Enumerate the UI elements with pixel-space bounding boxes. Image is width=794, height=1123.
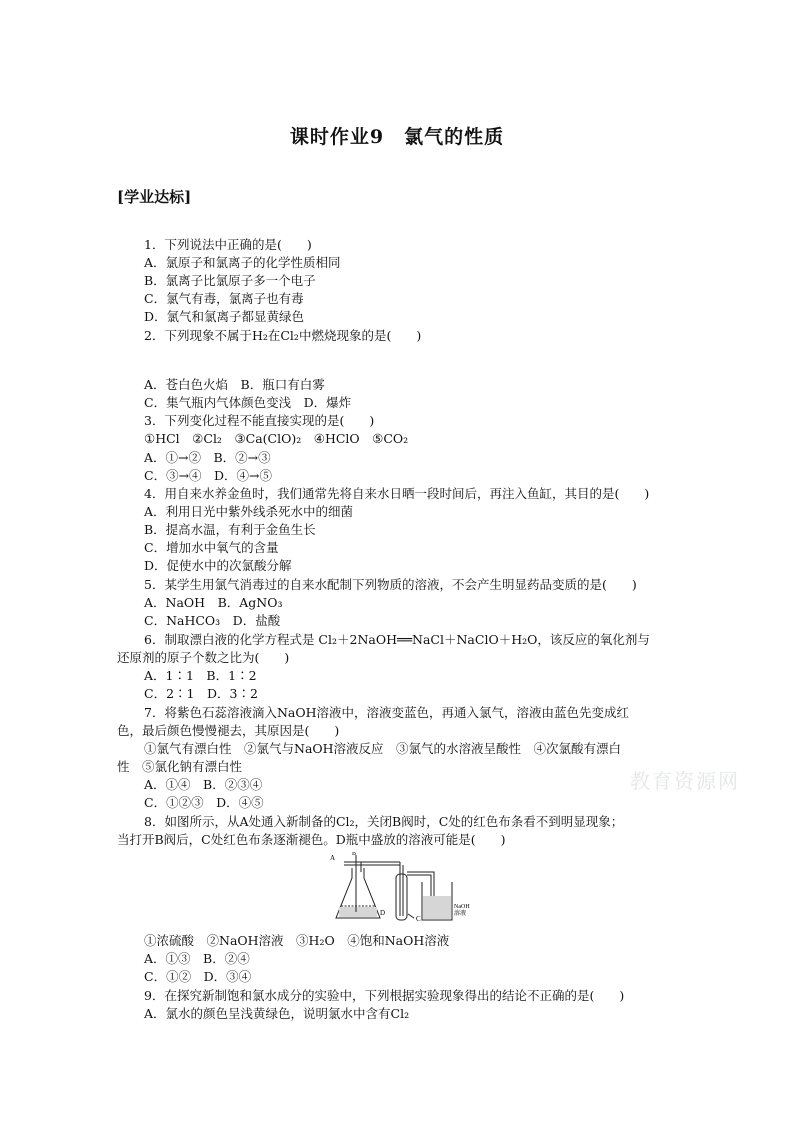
question-line: A．氯水的颜色呈浅黄绿色，说明氯水中含有Cl₂	[144, 1006, 410, 1021]
question-line: C．①②③ D．④⑤	[144, 795, 264, 810]
question-line: A．1∶1 B．1∶2	[144, 668, 257, 683]
question-line: C．③→④ D．④→⑤	[144, 468, 273, 483]
question-line: B．提高水温，有利于金鱼生长	[144, 522, 316, 537]
inlet-tube-a	[344, 855, 403, 916]
question-line: A．氯原子和氯离子的化学性质相同	[144, 255, 341, 270]
question-line: C．集气瓶内气体颜色变浅 D．爆炸	[144, 395, 352, 410]
page-title: 课时作业9 氯气的性质	[289, 126, 505, 148]
question-line: ①浓硫酸 ②NaOH溶液 ③H₂O ④饱和NaOH溶液	[144, 933, 450, 948]
beaker-label-line2: 溶液	[454, 911, 467, 917]
question-line: A．利用日光中紫外线杀死水中的细菌	[144, 504, 354, 519]
question-line: 6．制取漂白液的化学方程式是 Cl₂＋2NaOH══NaCl＋NaClO＋H₂O，该反应的氧化剂与	[144, 632, 650, 647]
question-line: A．NaOH B．AgNO₃	[144, 595, 283, 610]
question-line: 色，最后颜色慢慢褪去，其原因是( )	[117, 723, 340, 738]
question-line: D．氯气和氯离子都显黄绿色	[144, 309, 305, 324]
flask-d	[336, 858, 380, 918]
beaker-label-line1: NaOH	[454, 904, 470, 910]
question-line: A．苍白色火焰 B．瓶口有白雾	[144, 377, 325, 392]
question-line: C．2∶1 D．3∶2	[144, 686, 258, 701]
question-line: C．①② D．③④	[144, 969, 252, 984]
question-line: A．①④ B．②③④	[144, 777, 263, 792]
question-line: C．NaHCO₃ D．盐酸	[144, 613, 281, 628]
question-line: 8．如图所示，从A处通入新制备的Cl₂，关闭B阀时，C处的红色布条看不到明显现象；	[144, 814, 624, 829]
tube-c	[396, 874, 414, 920]
question-line: B．氯离子比氯原子多一个电子	[144, 273, 316, 288]
question-line: ①氯气有漂白性 ②氯气与NaOH溶液反应 ③氯气的水溶液呈酸性 ④次氯酸有漂白	[144, 741, 622, 756]
question-line: 5．某学生用氯气消毒过的自来水配制下列物质的溶液，不会产生明显药品变质的是( )	[144, 577, 637, 592]
label-b: B	[352, 852, 357, 857]
label-a: A	[330, 854, 336, 862]
label-d: D	[380, 909, 386, 917]
apparatus-diagram	[330, 852, 480, 928]
question-line: 当打开B阀后，C处红色布条逐渐褪色。D瓶中盛放的溶液可能是( )	[117, 832, 506, 847]
question-line: 9．在探究新制饱和氯水成分的实验中，下列根据实验现象得出的结论不正确的是( )	[144, 988, 625, 1003]
question-line: A．①③ B．②④	[144, 951, 250, 966]
question-line: 还原剂的原子个数之比为( )	[117, 650, 290, 665]
question-line: 4．用自来水养金鱼时，我们通常先将自来水日晒一段时间后，再注入鱼缸，其目的是( )	[144, 486, 650, 501]
question-line: C．增加水中氧气的含量	[144, 540, 279, 555]
question-line: D．促使水中的次氯酸分解	[144, 558, 292, 573]
question-line: 2．下列现象不属于H₂在Cl₂中燃烧现象的是( )	[144, 328, 422, 343]
label-c: C	[416, 915, 421, 923]
question-line: A．①→② B．②→③	[144, 450, 271, 465]
question-line: 性 ⑤氯化钠有漂白性	[117, 759, 243, 774]
section-heading: [学业达标]	[117, 188, 192, 206]
question-line: C．氯气有毒，氯离子也有毒	[144, 291, 304, 306]
question-line: 7．将紫色石蕊溶液滴入NaOH溶液中，溶液变蓝色，再通入氯气，溶液由蓝色先变成红	[144, 705, 629, 720]
question-line: 3．下列变化过程不能直接实现的是( )	[144, 413, 375, 428]
question-line: ①HCl ②Cl₂ ③Ca(ClO)₂ ④HClO ⑤CO₂	[144, 431, 409, 446]
watermark: 教育资源网	[630, 769, 740, 793]
naoh-beaker	[422, 882, 452, 920]
question-line: 1．下列说法中正确的是( )	[144, 237, 312, 252]
